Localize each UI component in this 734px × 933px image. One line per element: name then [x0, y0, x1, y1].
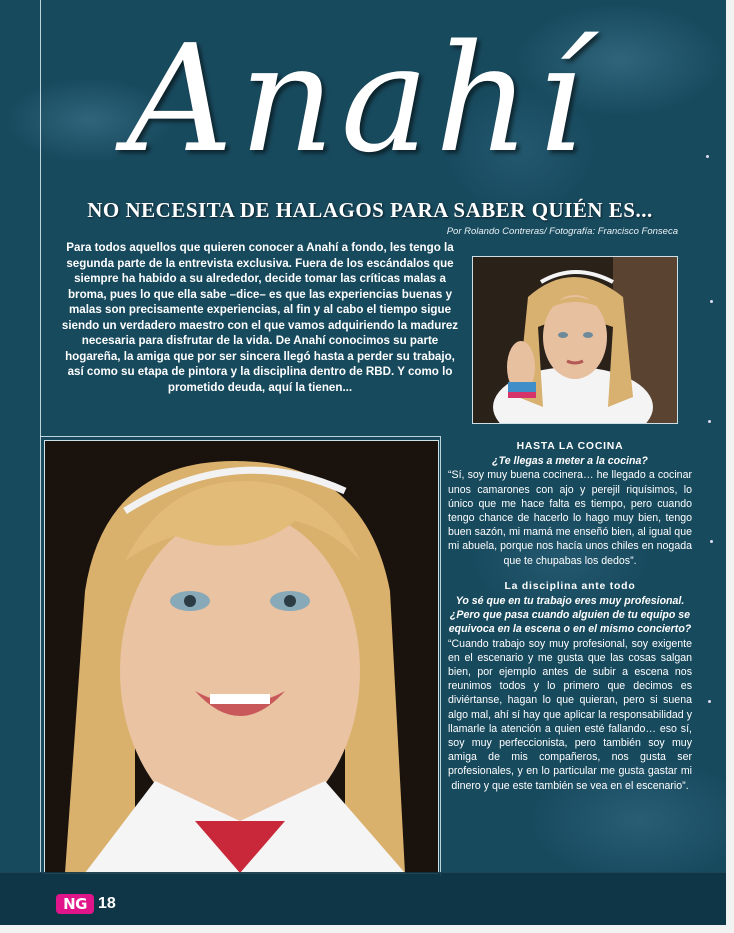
interview-question: Yo sé que en tu trabajo eres muy profesional. ¿Pero que pasa cuando alguien de tu equipo se equivoca en la escena o en el mismo concierto? [448, 595, 692, 636]
deco-dot [710, 300, 713, 303]
deco-dot [706, 155, 709, 158]
deco-dot [708, 700, 711, 703]
guide-line-top [40, 436, 440, 437]
qa-section [448, 440, 692, 568]
page-subtitle: NO NECESITA DE HALAGOS PARA SABER QUIÉN ES... [87, 198, 653, 222]
interview-answer: “Sí, soy muy buena cocinera… he llegado a cocinar unos camarones con ajo y perejil riquísimos, lo único que me hace falta es tiempo, pero cuando tengo chance de hacerlo lo hago muy bien, tengo buen sazón, mi mamá me enseñó bien, al igual que mi abuela, porque nos hacía unos chiles en nogada que te chupabas los dedos”. [448, 469, 692, 567]
magazine-logo: NG [56, 894, 94, 914]
guide-line-mid [440, 436, 441, 876]
qa-sidebar [448, 440, 692, 805]
interview-question: ¿Te llegas a meter a la cocina? [492, 455, 648, 468]
section-heading: HASTA LA COCINA [516, 441, 624, 452]
portrait-photo-small [472, 256, 678, 424]
intro-paragraph: Para todos aquellos que quieren conocer a Anahí a fondo, les tengo la segunda parte de la entrevista exclusiva. Fuera de los escándalos que siempre ha habido a su alrededor, decide tomar las críticas malas a broma, pues lo que ella sabe –dice– es que las experiencias buenas y malas son precisamente experiencias, al fin y al cabo el tiempo sigue siendo un verdadero maestro con el que vamos adquiriendo la madurez necesaria para disfrutar de la vida. De Anahí conocimos su parte hogareña, la amiga que por ser sincera llegó hasta a perder su trabajo, así como su etapa de pintora y la disciplina dentro de RBD. Y como lo prometido deuda, aquí la tienen... [61, 241, 459, 394]
byline: Por Rolando Contreras/ Fotografía: Francisco Fonseca [446, 226, 678, 237]
portrait-photo-large [44, 440, 439, 874]
portrait-illustration [473, 257, 677, 423]
deco-dot [710, 540, 713, 543]
interview-answer: “Cuando trabajo soy muy profesional, soy exigente en el escenario y me gusta que las cosas salgan bien, por ejemplo antes de subir a escena nos reunimos todos y lo primero que decimos es diviértanse, hagan lo que quieran, pero si suena algo mal, ahí sí hay que aplicar la responsabilidad y llamarle la atención a quien esté fallando… eso sí, soy muy perfeccionista, pero también soy muy amiga de mis compañeros, nos gusta ser profesionales, y en lo particular me gusta gastar mi dinero y que este también se vea en el escenario”. [448, 637, 692, 792]
deco-dot [708, 420, 711, 423]
page-title: Anahí [126, 13, 590, 185]
section-heading: La disciplina ante todo [504, 580, 636, 592]
page-number: 18 [98, 895, 116, 912]
portrait-illustration-large [45, 441, 438, 873]
qa-section [448, 580, 692, 793]
